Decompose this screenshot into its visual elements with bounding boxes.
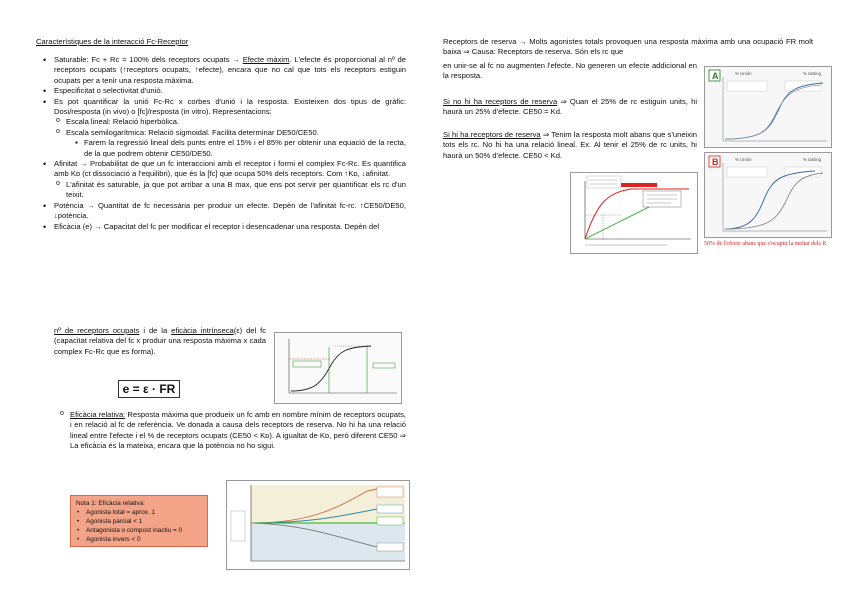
reserva-paragraph-1: Receptors de reserva → Molts agonistes totals provoquen una resposta màxima amb una ocupació FR molt baixa ⇒ Causa: Receptors de reserva. Són els rc que xyxy=(443,37,813,57)
note-item: • Agonista invers < 0 xyxy=(76,535,202,544)
regressio-item: ▪ Farem la regressió lineal dels punts entre el 15% i el 85% per obtenir una equació de la recta, de la que podrem obtenir CE50/DE50. xyxy=(84,138,406,159)
section-title: Característiques de la interacció Fc-Receptor xyxy=(36,37,189,46)
regressio-wrap xyxy=(66,138,406,159)
dose-response-svg xyxy=(275,333,401,403)
note-list xyxy=(76,508,202,544)
dose-response-figure xyxy=(274,332,402,404)
panel-b-figure xyxy=(704,152,832,238)
occupancy-effect-figure xyxy=(570,172,698,254)
eficacia-continued xyxy=(54,326,266,357)
no-reserva-paragraph xyxy=(443,97,697,118)
panel-b-caption: 50% de l'efecte abans que s'ocupin la meitat dels R xyxy=(704,241,827,247)
occupancy-effect-svg xyxy=(571,173,697,253)
saturable-lead: Saturable: Fc + Rc = 100% dels receptors ocupats → xyxy=(54,55,243,64)
relativa-item xyxy=(70,410,406,452)
bullet-potencia: • Potència → Quantitat de fc necessària per produir un efecte. Depèn de l'afinitat fc-rc. ↑CE50/DE50, ↓potència. xyxy=(54,201,406,222)
left-column-body xyxy=(54,55,406,232)
reserva-paragraph-2: en unir-se al fc no augmenten l'efecte. No generen un efecte addicional en la resposta. xyxy=(443,61,697,81)
relativa-block xyxy=(70,410,406,452)
escala-semilog-item: o Escala semilogarítmica: Relació sigmoidal. Facilita determinar DE50/CE50. xyxy=(66,128,406,138)
afinitat-sub-wrap xyxy=(54,180,406,201)
eficacia-de-la: de la xyxy=(148,326,172,335)
panel-b-svg xyxy=(705,153,831,237)
panel-b-head-1: % Unión xyxy=(735,157,752,162)
efficacy-note xyxy=(70,495,208,547)
bullet-quantificar: • Es pot quantificar la unió Fc-Rc x corbes d'unió i la resposta. Existeixen dos tipus de gràfic: Dosi/resposta (in vivo) o [fc]/resposta (in vitro). Representacions: xyxy=(54,97,406,118)
note-item: • Antagonista o compost inactiu = 0 xyxy=(76,526,202,535)
panel-a-label: A xyxy=(712,71,719,81)
efficacy-formula: e = ε · FR xyxy=(118,380,180,398)
bullet-eficacia xyxy=(54,222,406,232)
eficacia-lead: Eficàcia (e) → Capacitat del fc per modificar el receptor i desencadenar una resposta. Depèn del xyxy=(54,221,380,231)
representacions-list xyxy=(54,117,406,159)
panel-a-head-1: % Unión xyxy=(735,71,752,76)
efficacy-comparison-figure xyxy=(226,480,410,570)
efecte-maxim-text: Efecte màxim xyxy=(242,55,290,64)
panel-b-label: B xyxy=(712,157,719,167)
relativa-text: Resposta màxima que produeix un fc amb en nombre mínim de receptors ocupats, i en relació al fc de referència. Ve donada a causa dels receptors de reserva. No hi ha una relació lineal entre l'efecte i el % de receptors ocupats (CE50 < Kᴅ). A igualtat de Kᴅ, però diferent CE50 ⇒ La eficàcia és la mateixa, encara que la potència no ho sigui. xyxy=(70,410,406,451)
eficacia-i: i xyxy=(139,326,146,335)
bullet-afinitat: • Afinitat → Probabilitat de que un fc interaccioni amb el receptor i formi el complex Fc-Rc. Es quantifica amb Kᴅ (ct dissociació a l'equilibri), que és la [fc] que ocupa 50% dels receptors. Com ↑Kᴅ, ↓afinitat. xyxy=(54,159,406,180)
note-item: • Agonista parcial < 1 xyxy=(76,517,202,526)
no-reserva-text: ⇒ Quan el 25% de rc estiguin units, hi haurà un 25% d'efecte. CE50 = Kd. xyxy=(443,97,698,117)
bullet-especificitat: • Especificitat o selectivitat d'unió. xyxy=(54,86,406,96)
efficacy-comparison-svg xyxy=(227,481,409,569)
eficacia-intrinseca: eficàcia intrínseca xyxy=(171,326,234,335)
afinitat-sub-item: o L'afinitat és saturable, ja que pot arribar a una B max, que ens pot servir per quantificar els rc d'un teixit. xyxy=(66,180,406,201)
note-title: Nota 1: Eficàcia relativa: xyxy=(76,500,145,507)
si-reserva-label: Si hi ha receptors de reserva xyxy=(443,130,541,139)
saturable-tail: . L'efecte és proporcional al nº de receptors ocupats (↑receptors ocupats, ↑efecte), encara que no cal que tots els receptors estiguin ocupats per a tenir una resposta màxima. xyxy=(54,55,407,85)
eficacia-eps: (ε) del fc (capacitat relativa del fc x produir una resposta màxima x cada complex Fc-Rc que es forma). xyxy=(54,326,267,356)
panel-a-figure xyxy=(704,66,832,148)
si-reserva-text: ⇒ Tenim la resposta molt abans que s'uneixin tots els rc. No hi ha una relació lineal. Ex. Al tenir el 25% de rc units, hi haurà un 50% d'efecte. CE50 < Kd. xyxy=(443,130,697,160)
panel-a-svg xyxy=(705,67,831,147)
no-reserva-label: Si no hi ha receptors de reserva xyxy=(443,97,558,106)
relativa-label: Eficàcia relativa: xyxy=(70,410,126,419)
panel-b-head-2: % tasting xyxy=(803,157,822,162)
escala-lineal-item: o Escala lineal: Relació hiperbòlica. xyxy=(66,117,406,127)
eficacia-nrec: nº de receptors ocupats xyxy=(54,326,140,335)
panel-a-head-2: % tasting xyxy=(803,71,822,76)
bullet-saturable xyxy=(54,55,406,86)
si-reserva-paragraph xyxy=(443,130,697,161)
note-item: • Agonista total = aprox. 1 xyxy=(76,508,202,517)
